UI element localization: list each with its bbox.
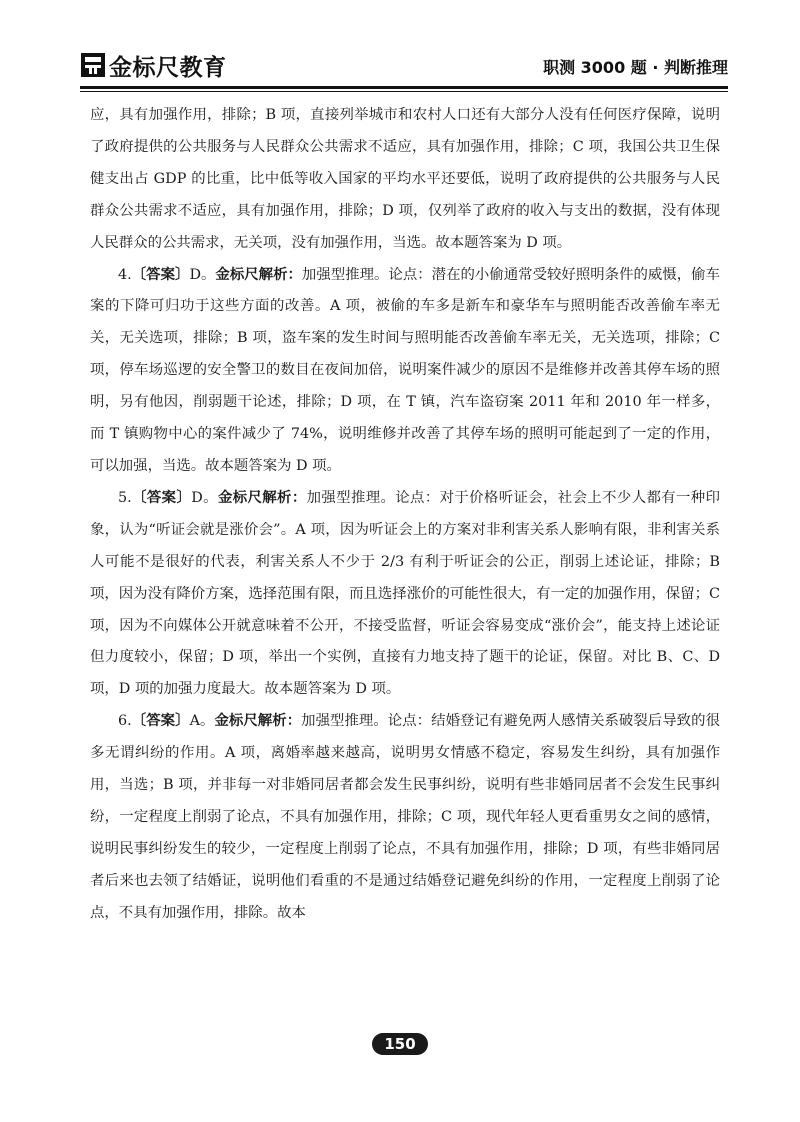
logo-mark-icon: [80, 52, 106, 78]
analysis-text: 加强型推理。论点：对于价格听证会，社会上不少人都有一种印象，认为“听证会就是涨价会”。A 项，因为听证会上的方案对非利害关系人影响有限，非利害关系人可能不是很好的代表，利害关系人不少于 2/3 有利于听证会的公正，削弱上述论证，排除；B 项，因为没有降价方案，选择范围有限，而且选择涨价的可能性很大，有一定的加强作用，保留；C 项，因为不向媒体公开就意味着不公开，不接受监督，听证会容易变成“涨价会”，能支持上述论证但力度较小，保留；D 项，举出一个实例，直接有力地支持了题干的论证，保留。对比 B、C、D 项，D 项的加强力度最大。故本题答案为 D 项。: [90, 489, 720, 698]
paragraph-continued: 应，具有加强作用，排除；B 项，直接列举城市和农村人口还有大部分人没有任何医疗保障，说明了政府提供的公共服务与人民群众公共需求不适应，具有加强作用，排除；C 项，我国公共卫生保健支出占 GDP 的比重，比中低等收入国家的平均水平还要低，说明了政府提供的公共服务与人民群众公共需求不适应，具有加强作用，排除；D 项，仅列举了政府的收入与支出的数据，没有体现人民群众的公共需求，无关项，没有加强作用，当选。故本题答案为 D 项。: [90, 107, 720, 251]
header-rule-thick: [80, 86, 728, 89]
question-number: 4.: [118, 266, 132, 283]
answer-6: [90, 706, 720, 929]
answer-letter: A。: [189, 713, 215, 730]
body-text: [90, 100, 720, 930]
analysis-label: 金标尺解析：: [215, 266, 302, 283]
header-rule-thin: [80, 91, 728, 92]
logo-text: 金标尺教育: [109, 54, 227, 81]
answer-tag: 〔答案〕: [131, 489, 192, 506]
answer-4: [90, 260, 720, 483]
page-number: 150: [372, 1033, 428, 1055]
answer-letter: D。: [189, 266, 216, 283]
running-title: 职测 3000 题 · 判断推理: [543, 58, 728, 77]
analysis-label: 金标尺解析：: [214, 713, 302, 730]
page-header: [80, 48, 728, 84]
answer-letter: D。: [191, 489, 218, 506]
question-number: 6.: [118, 713, 132, 730]
analysis-text: 加强型推理。论点：潜在的小偷通常受较好照明条件的威慑，偷车案的下降可归功于这些方面的改善。A 项，被偷的车多是新车和豪华车与照明能否改善偷车率无关，无关选项，排除；B 项，盗车案的发生时间与照明能否改善偷车率无关，无关选项，排除；C 项，停车场巡逻的安全警卫的数目在夜间加倍，说明案件减少的原因不是维修并改善其停车场的照明，另有他因，削弱题干论述，排除；D 项，在 T 镇，汽车盗窃案 2011 年和 2010 年一样多，而 T 镇购物中心的案件减少了 74%，说明维修并改善了其停车场的照明可能起到了一定的作用，可以加强，当选。故本题答案为 D 项。: [90, 266, 720, 474]
answer-tag: 〔答案〕: [131, 266, 190, 283]
answer-5: [90, 483, 720, 706]
question-number: 5.: [118, 489, 132, 506]
analysis-label: 金标尺解析：: [217, 489, 307, 506]
publisher-logo: [80, 50, 227, 80]
analysis-text: 加强型推理。论点：结婚登记有避免两人感情关系破裂后导致的很多无谓纠纷的作用。A 项，离婚率越来越高，说明男女情感不稳定，容易发生纠纷，具有加强作用，当选；B 项，并非每一对非婚同居者都会发生民事纠纷，说明有些非婚同居者不会发生民事纠纷，一定程度上削弱了论点，不具有加强作用，排除；C 项，现代年轻人更看重男女之间的感情，说明民事纠纷发生的较少，一定程度上削弱了论点，不具有加强作用，排除；D 项，有些非婚同居者后来也去领了结婚证，说明他们看重的不是通过结婚登记避免纠纷的作用，一定程度上削弱了论点，不具有加强作用，排除。故本: [90, 713, 720, 921]
answer-tag: 〔答案〕: [131, 713, 190, 730]
